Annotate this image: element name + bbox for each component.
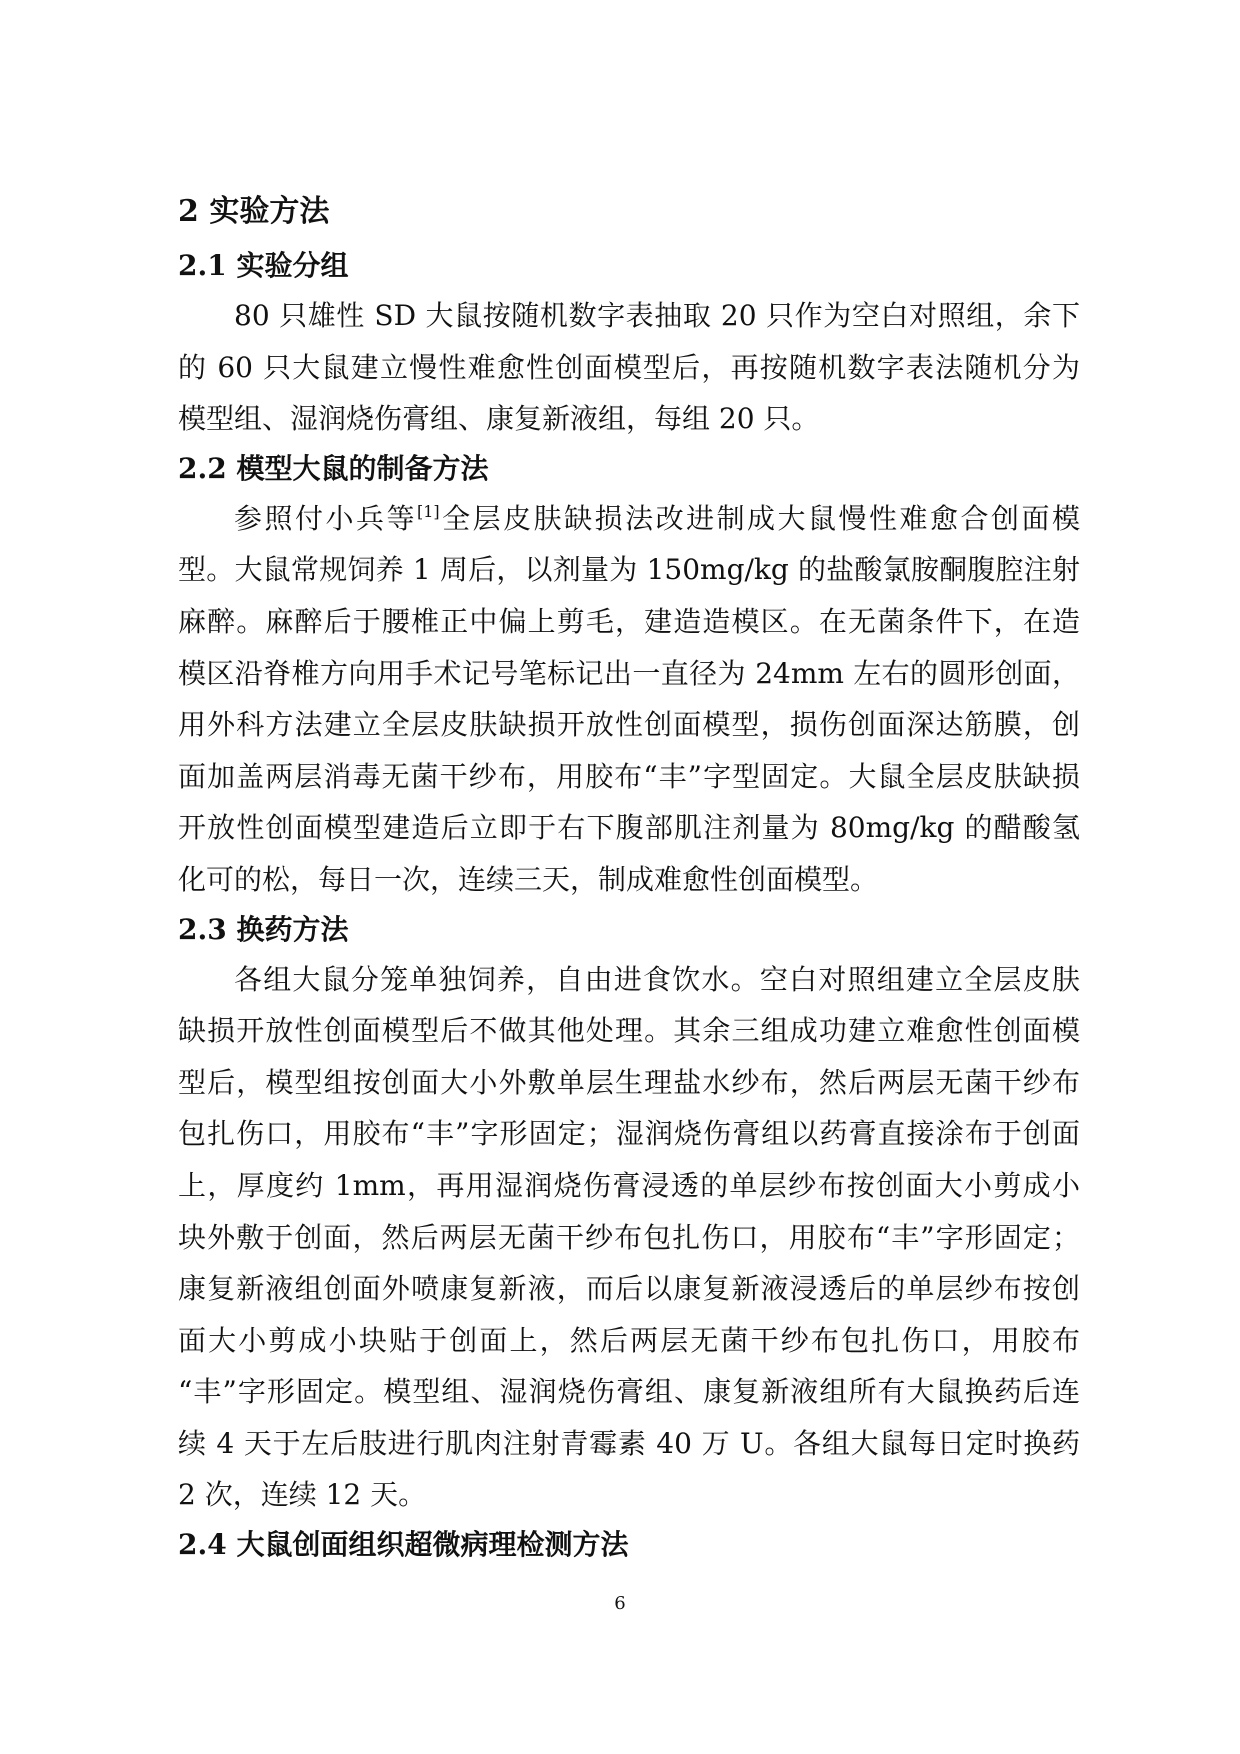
text-line: 块外敷于创面，然后两层无菌干纱布包扎伤口，用胶布“丰”字形固定； [178,1220,1080,1254]
citation-superscript: [1] [416,501,440,521]
text-line: 的 60 只大鼠建立慢性难愈性创面模型后，再按随机数字表法随机分为 [178,350,1080,384]
text-line: “丰”字形固定。模型组、湿润烧伤膏组、康复新液组所有大鼠换药后连 [178,1375,1080,1409]
text-line: 上，厚度约 1mm，再用湿润烧伤膏浸透的单层纱布按创面大小剪成小 [178,1168,1080,1202]
subsection-heading-2-4: 2.4 大鼠创面组织超微病理检测方法 [178,1528,629,1562]
text-line: 80 只雄性 SD 大鼠按随机数字表抽取 20 只作为空白对照组，余下 [234,299,1080,332]
text-line [178,493,1080,545]
subsection-heading-2-2: 2.2 模型大鼠的制备方法 [178,451,489,485]
text-line: 各组大鼠分笼单独饲养，自由进食饮水。空白对照组建立全层皮肤 [234,962,1080,996]
text-line: 包扎伤口，用胶布“丰”字形固定；湿润烧伤膏组以药膏直接涂布于创面 [178,1117,1080,1151]
text-line: 面大小剪成小块贴于创面上，然后两层无菌干纱布包扎伤口，用胶布 [178,1323,1080,1357]
text-line: 化可的松，每日一次，连续三天，制成难愈性创面模型。 [178,862,879,896]
text-line: 麻醉。麻醉后于腰椎正中偏上剪毛，建造造模区。在无菌条件下，在造 [178,604,1080,638]
subsection-heading-2-1: 2.1 实验分组 [178,249,349,282]
text-line: 用外科方法建立全层皮肤缺损开放性创面模型，损伤创面深达筋膜，创 [178,708,1080,742]
page-number: 6 [614,1593,626,1614]
section-heading-2: 2 实验方法 [178,194,330,229]
text-line: 续 4 天于左后肢进行肌肉注射青霉素 40 万 U。各组大鼠每日定时换药 [178,1426,1080,1460]
page-content [178,188,1080,1569]
text-line: 模型组、湿润烧伤膏组、康复新液组，每组 20 只。 [178,402,820,436]
text-line: 2 次，连续 12 天。 [178,1478,427,1512]
text-line: 开放性创面模型建造后立即于右下腹部肌注剂量为 80mg/kg 的醋酸氢 [178,811,1080,845]
paragraph-dressing-change [178,954,1080,1522]
paragraph-model-preparation [178,493,1080,906]
text-line: 康复新液组创面外喷康复新液，而后以康复新液浸透后的单层纱布按创 [178,1272,1080,1306]
text-line: 型后，模型组按创面大小外敷单层生理盐水纱布，然后两层无菌干纱布 [178,1065,1080,1099]
text-line: 型。大鼠常规饲养 1 周后，以剂量为 150mg/kg 的盐酸氯胺酮腹腔注射 [178,553,1080,587]
text-fragment: 全层皮肤缺损法改进制成大鼠慢性难愈合创面模 [439,501,1080,535]
text-line: 模区沿脊椎方向用手术记号笔标记出一直径为 24mm 左右的圆形创面， [178,656,1080,690]
paragraph-experimental-grouping [178,290,1080,445]
text-line: 缺损开放性创面模型后不做其他处理。其余三组成功建立难愈性创面模 [178,1014,1080,1048]
text-fragment: 参照付小兵等 [234,501,417,535]
text-line: 面加盖两层消毒无菌干纱布，用胶布“丰”字型固定。大鼠全层皮肤缺损 [178,759,1080,793]
subsection-heading-2-3: 2.3 换药方法 [178,912,349,946]
